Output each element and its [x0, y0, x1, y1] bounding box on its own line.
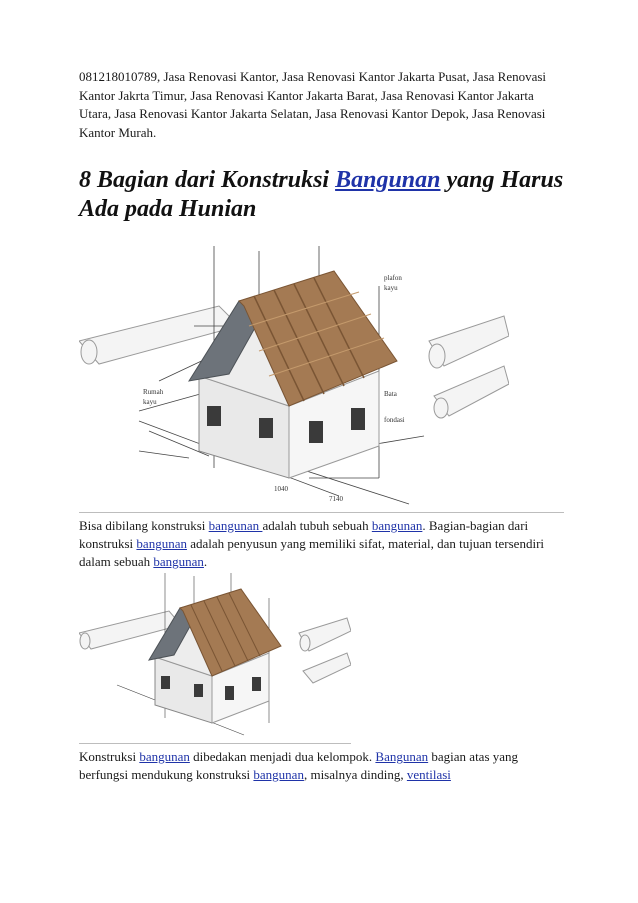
divider-small — [79, 743, 351, 744]
paragraph-1 — [79, 517, 564, 571]
svg-text:fondasi: fondasi — [384, 416, 405, 424]
p2-link-1[interactable]: bangunan — [139, 749, 190, 764]
p2-link-3[interactable]: bangunan — [253, 767, 304, 782]
p2-text-2: dibedakan menjadi dua kelompok. — [189, 749, 376, 764]
intro-paragraph: 081218010789, Jasa Renovasi Kantor, Jasa Renovasi Kantor Jakarta Pusat, Jasa Renovasi Kantor Jakrta Timur, Jasa Renovasi Kantor Jakarta Barat, Jasa Renovasi Kantor Jakarta Utara, Jasa Renovasi Kantor Jakarta Selatan, Jasa Renovasi Kantor Depok, Jasa Renovasi Kantor Murah. — [79, 69, 547, 140]
svg-text:Rumah: Rumah — [143, 388, 164, 396]
p1-text-5: . — [203, 554, 208, 569]
title-text-after: yang Harus Ada pada Hunian — [79, 167, 564, 222]
p1-link-2[interactable]: bangunan — [371, 518, 423, 533]
p1-text-4: adalah penyusun yang memiliki sifat, material, dan tujuan tersendiri dalam sebuah — [79, 536, 545, 569]
p1-text-2: adalah tubuh sebuah — [262, 518, 372, 533]
p2-link-4[interactable]: ventilasi — [406, 767, 451, 782]
svg-text:7140: 7140 — [329, 495, 343, 503]
title-text-before: 8 Bagian dari Konstruksi — [79, 167, 336, 193]
svg-text:plafon: plafon — [384, 274, 402, 282]
hero-house-illustration — [79, 246, 509, 508]
svg-text:kayu: kayu — [384, 284, 398, 292]
p2-link-2[interactable]: Bangunan — [375, 749, 429, 764]
svg-text:Bata: Bata — [384, 390, 397, 398]
p1-link-1[interactable]: bangunan — [208, 518, 263, 533]
p2-text-3: bagian atas yang berfungsi mendukung konstruksi — [79, 749, 519, 782]
p1-link-3[interactable]: bangunan — [136, 536, 187, 551]
svg-text:kayu: kayu — [143, 398, 157, 406]
paragraph-2 — [79, 748, 564, 784]
p1-text-1: Bisa dibilang konstruksi — [79, 518, 209, 533]
p1-link-4[interactable]: bangunan — [153, 554, 204, 569]
page-title — [79, 166, 564, 224]
divider — [79, 512, 564, 513]
svg-text:1040: 1040 — [274, 485, 288, 493]
document-page — [79, 68, 564, 784]
p2-text-4: , misalnya dinding, — [303, 767, 407, 782]
p2-text-1: Konstruksi — [79, 749, 140, 764]
secondary-house-illustration — [79, 573, 351, 743]
title-link-bangunan[interactable]: Bangunan — [335, 167, 441, 193]
p1-text-3: . Bagian-bagian dari konstruksi — [79, 518, 529, 551]
